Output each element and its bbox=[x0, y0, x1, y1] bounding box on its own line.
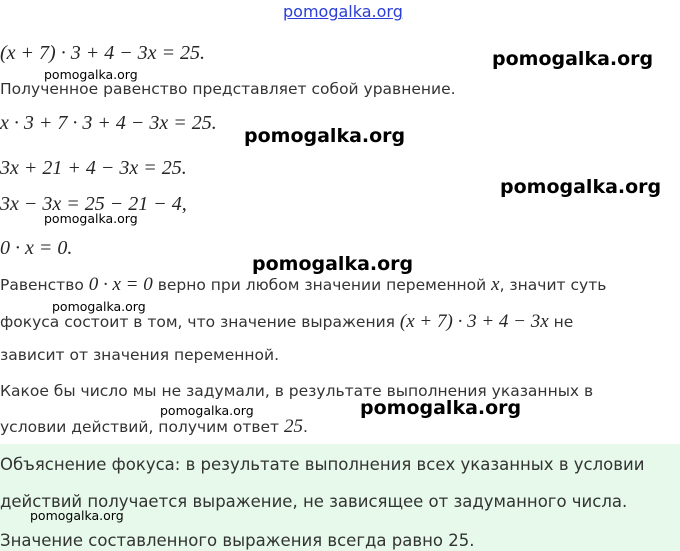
equation-5: 0 · x = 0. bbox=[0, 237, 73, 259]
watermark: pomogalka.org bbox=[492, 48, 654, 70]
watermark: pomogalka.org bbox=[360, 397, 522, 419]
equation-4: 3x − 3x = 25 − 21 − 4, bbox=[0, 193, 187, 215]
equation-3: 3x + 21 + 4 − 3x = 25. bbox=[0, 157, 187, 179]
paragraph-trick-essence bbox=[0, 311, 573, 333]
watermark: pomogalka.org bbox=[44, 211, 138, 226]
paragraph-independence: зависит от значения переменной. bbox=[0, 346, 279, 364]
paragraph-text: . bbox=[303, 418, 308, 436]
paragraph-text: , значит суть bbox=[499, 276, 607, 294]
conclusion-line-1: Объяснение фокуса: в результате выполнения всех указанных в условии bbox=[0, 455, 645, 474]
conclusion-line-2: действий получается выражение, не зависящее от задуманного числа. bbox=[0, 492, 628, 511]
paragraph-text: условии действий, получим ответ bbox=[0, 418, 284, 436]
watermark: pomogalka.org bbox=[160, 403, 254, 418]
watermark: pomogalka.org bbox=[52, 299, 146, 314]
inline-math: 0 · x = 0 bbox=[88, 274, 153, 295]
watermark: pomogalka.org bbox=[30, 508, 124, 523]
paragraph-answer bbox=[0, 416, 308, 438]
paragraph-text: верно при любом значении переменной bbox=[152, 276, 492, 294]
paragraph-text: не bbox=[548, 313, 574, 331]
watermark: pomogalka.org bbox=[244, 125, 406, 147]
conclusion-line-3: Значение составленного выражения всегда равно 25. bbox=[0, 531, 475, 550]
watermark: pomogalka.org bbox=[252, 253, 414, 275]
watermark: pomogalka.org bbox=[500, 176, 662, 198]
paragraph-text: Равенство bbox=[0, 276, 89, 294]
paragraph-text: фокуса состоит в том, что значение выражения bbox=[0, 313, 400, 331]
header-site-link[interactable]: pomogalka.org bbox=[283, 2, 403, 21]
paragraph-equation-note: Полученное равенство представляет собой уравнение. bbox=[0, 80, 456, 98]
inline-math: 25 bbox=[284, 416, 303, 437]
equation-1: (x + 7) · 3 + 4 − 3x = 25. bbox=[0, 42, 206, 64]
inline-math: (x + 7) · 3 + 4 − 3x bbox=[399, 311, 549, 332]
inline-math: x bbox=[491, 274, 500, 295]
equation-2: x · 3 + 7 · 3 + 4 − 3x = 25. bbox=[0, 112, 217, 134]
watermark: pomogalka.org bbox=[44, 67, 138, 82]
paragraph-identity bbox=[0, 274, 606, 296]
paragraph-any-number: Какое бы число мы не задумали, в результате выполнения указанных в bbox=[0, 382, 594, 400]
